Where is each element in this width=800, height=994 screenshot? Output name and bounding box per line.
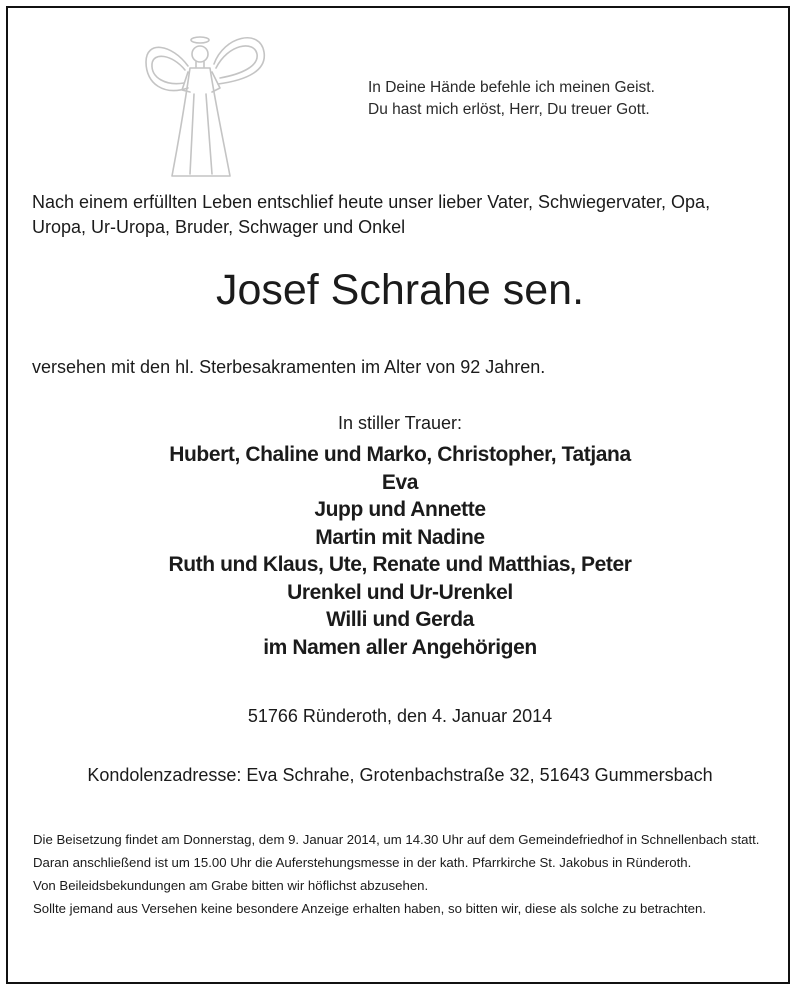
intro-text (32, 190, 782, 240)
intro-line-2: Uropa, Ur-Uropa, Bruder, Schwager und Onkel (32, 217, 406, 237)
place-date: 51766 Ründeroth, den 4. Januar 2014 (247, 706, 553, 726)
verse-line-2: Du hast mich erlöst, Herr, Du treuer Gott. (368, 101, 650, 118)
funeral-notes (33, 830, 771, 922)
mourner-line: Jupp und Annette (314, 498, 486, 521)
note-mass: Daran anschließend ist um 15.00 Uhr die Auferstehungsmesse in der kath. Pfarrkirche St. Jakobus in Ründeroth. (33, 855, 692, 870)
mourner-line: Willi und Gerda (326, 608, 474, 631)
bible-verse (368, 77, 655, 121)
note-announcement: Sollte jemand aus Versehen keine besondere Anzeige erhalten haben, so bitten wir, diese als solche zu betrachten. (33, 901, 707, 916)
mourner-line: Urenkel und Ur-Urenkel (287, 580, 513, 604)
condolence-address: Kondolenzadresse: Eva Schrahe, Grotenbachstraße 32, 51643 Gummersbach (87, 765, 713, 785)
angel-icon (138, 26, 270, 186)
intro-line-1: Nach einem erfüllten Leben entschlief heute unser lieber Vater, Schwiegervater, Opa, (32, 192, 711, 212)
mourner-line: im Namen aller Angehörigen (263, 635, 537, 659)
note-burial: Die Beisetzung findet am Donnerstag, dem 9. Januar 2014, um 14.30 Uhr auf dem Gemeindefriedhof in Schnellenbach statt. (33, 832, 760, 847)
deceased-name: Josef Schrahe sen. (215, 266, 585, 314)
sacraments-line: versehen mit den hl. Sterbesakramenten im Alter von 92 Jahren. (32, 357, 546, 377)
mourners-list (0, 441, 800, 661)
mourner-line: Ruth und Klaus, Ute, Renate und Matthias, Peter (168, 553, 632, 576)
verse-line-1: In Deine Hände befehle ich meinen Geist. (368, 79, 655, 96)
mourner-line: Hubert, Chaline und Marko, Christopher, Tatjana (169, 443, 631, 466)
mourning-header: In stiller Trauer: (337, 413, 463, 433)
mourner-line: Eva (381, 470, 419, 494)
mourner-line: Martin mit Nadine (315, 525, 485, 549)
note-condolences: Von Beileidsbekundungen am Grabe bitten wir höflichst abzusehen. (33, 878, 429, 893)
